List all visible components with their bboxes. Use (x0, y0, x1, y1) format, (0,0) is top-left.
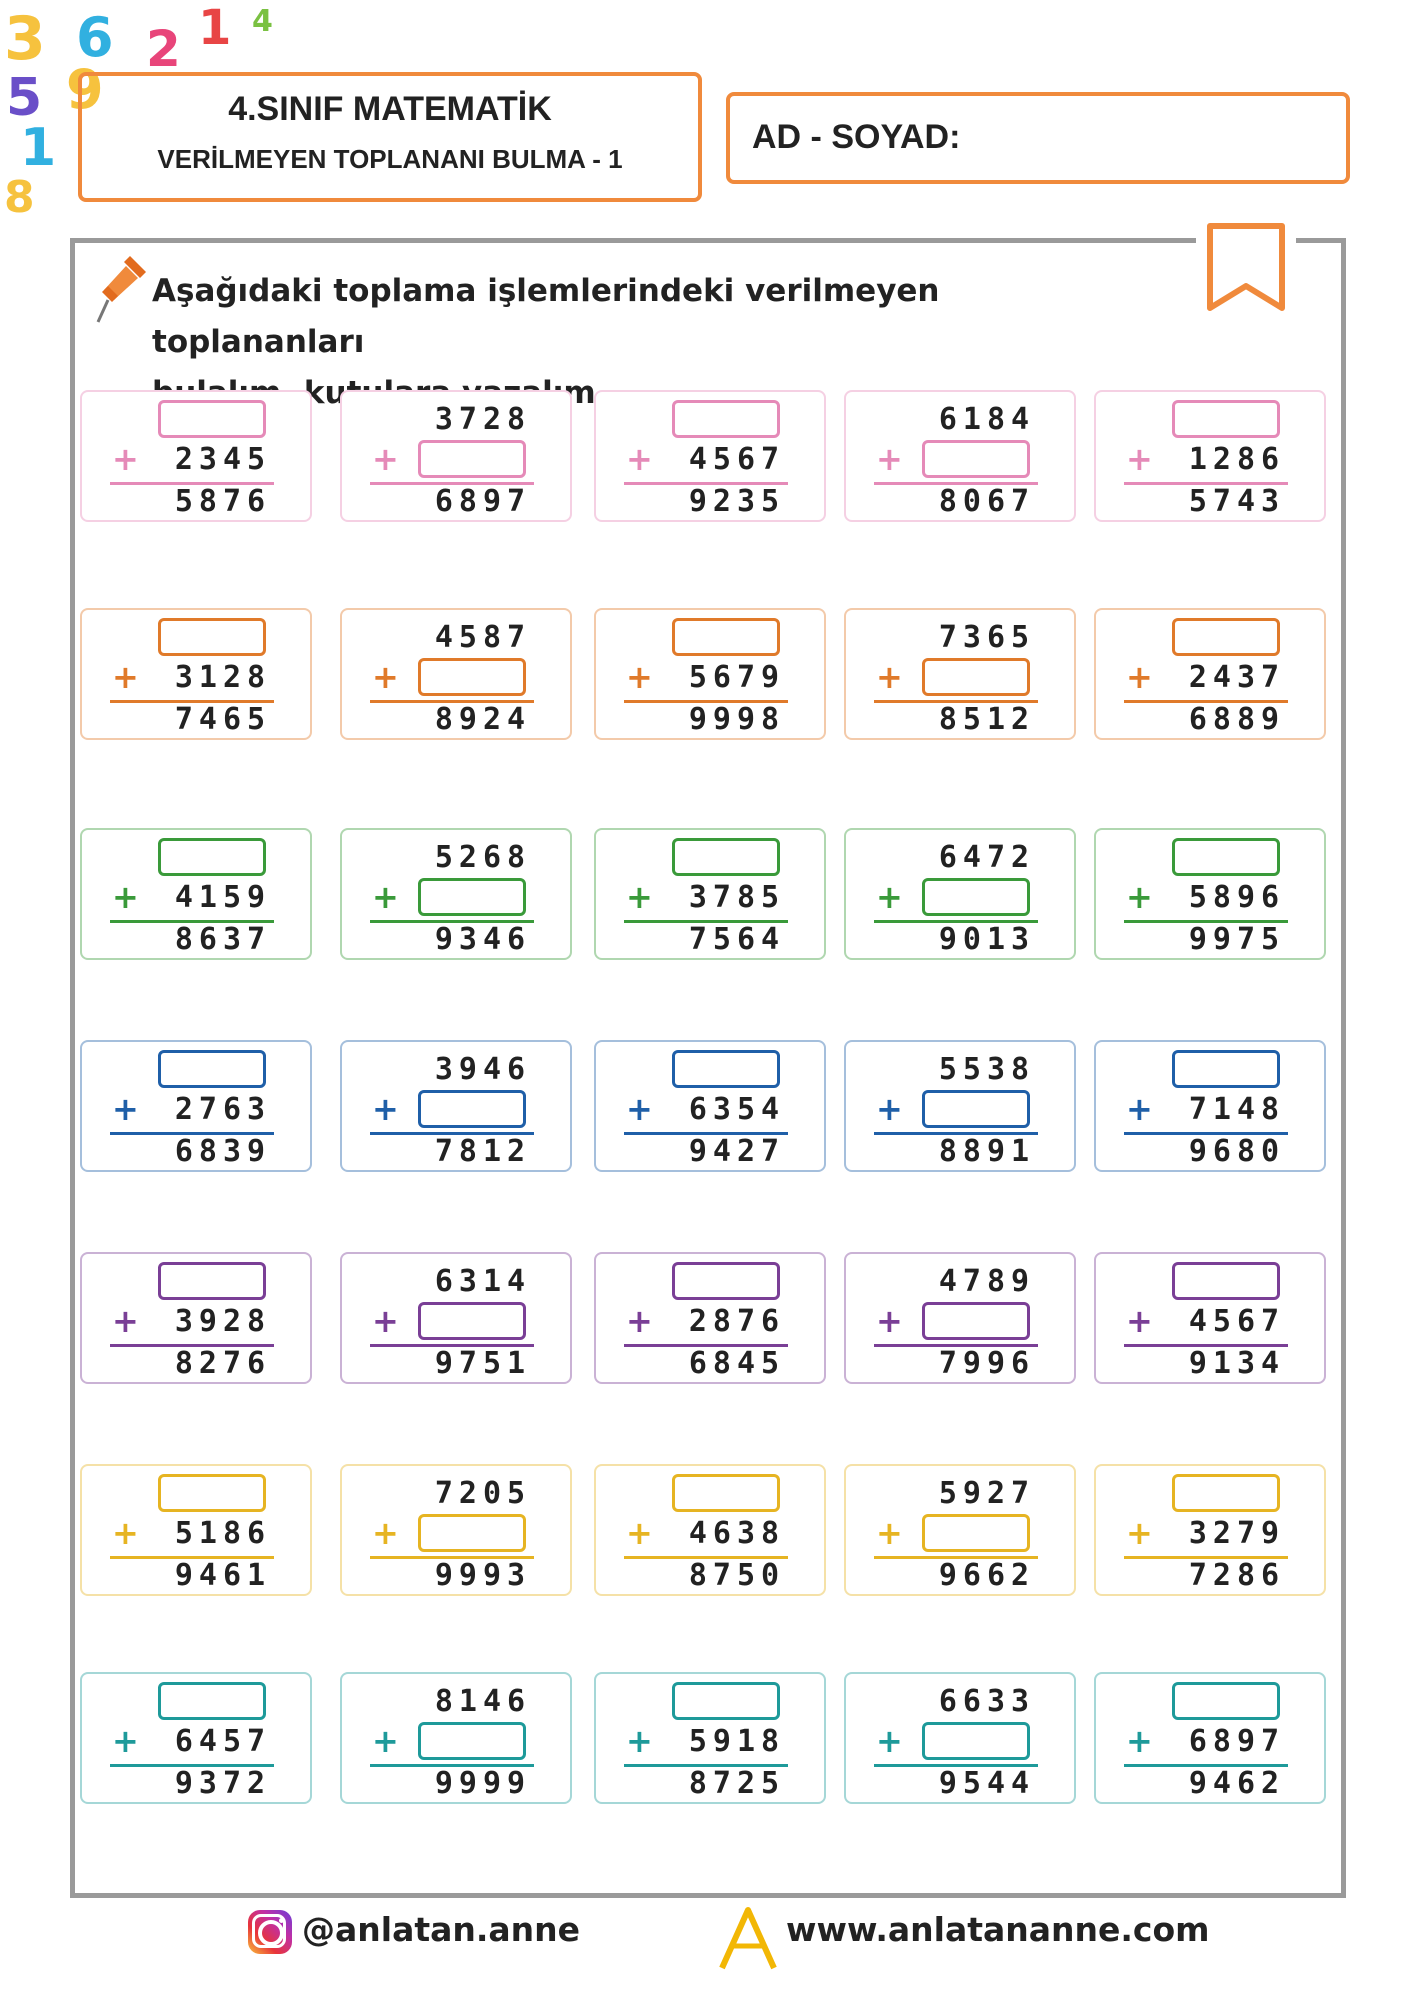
answer-box[interactable] (672, 838, 780, 876)
plus-sign: + (112, 658, 139, 696)
addend-middle: 3928 (174, 1304, 272, 1339)
sum-result: 8750 (688, 1558, 786, 1593)
answer-box[interactable] (672, 1682, 780, 1720)
sum-result: 8512 (938, 702, 1036, 737)
answer-box[interactable] (922, 878, 1030, 916)
plus-sign: + (112, 1722, 139, 1760)
addend-middle: 2876 (688, 1304, 786, 1339)
sum-result: 9751 (434, 1346, 532, 1381)
answer-box[interactable] (418, 1090, 526, 1128)
sum-result: 6897 (434, 484, 532, 519)
sum-result: 9462 (1188, 1766, 1286, 1801)
plus-sign: + (876, 1302, 903, 1340)
addend-middle: 3279 (1188, 1516, 1286, 1551)
plus-sign: + (876, 1514, 903, 1552)
addend-middle: 5896 (1188, 880, 1286, 915)
answer-box[interactable] (1172, 618, 1280, 656)
plus-sign: + (112, 1514, 139, 1552)
answer-box[interactable] (158, 1262, 266, 1300)
problem-card (594, 1672, 826, 1804)
answer-box[interactable] (418, 1514, 526, 1552)
problem-card (594, 608, 826, 740)
answer-box[interactable] (1172, 1474, 1280, 1512)
plus-sign: + (1126, 440, 1153, 478)
plus-sign: + (372, 440, 399, 478)
problem-card (80, 1040, 312, 1172)
problem-card (80, 1252, 312, 1384)
sum-result: 7564 (688, 922, 786, 957)
answer-box[interactable] (672, 1262, 780, 1300)
problem-card (844, 828, 1076, 960)
sum-result: 9662 (938, 1558, 1036, 1593)
answer-box[interactable] (418, 658, 526, 696)
answer-box[interactable] (922, 1722, 1030, 1760)
plus-sign: + (372, 1302, 399, 1340)
sum-result: 8637 (174, 922, 272, 957)
name-label: AD - SOYAD: (752, 118, 961, 156)
problem-card (80, 608, 312, 740)
sum-result: 9427 (688, 1134, 786, 1169)
sum-result: 9235 (688, 484, 786, 519)
plus-sign: + (1126, 1722, 1153, 1760)
problem-card (80, 1672, 312, 1804)
plus-sign: + (112, 440, 139, 478)
sum-result: 6845 (688, 1346, 786, 1381)
answer-box[interactable] (158, 838, 266, 876)
addend-top: 4587 (434, 620, 532, 655)
plus-sign: + (876, 1722, 903, 1760)
sum-result: 7812 (434, 1134, 532, 1169)
sum-result: 5876 (174, 484, 272, 519)
problem-card (1094, 1040, 1326, 1172)
problem-card (340, 1672, 572, 1804)
addend-middle: 5918 (688, 1724, 786, 1759)
plus-sign: + (626, 1090, 653, 1128)
plus-sign: + (372, 1514, 399, 1552)
problem-card (80, 1464, 312, 1596)
answer-box[interactable] (418, 1302, 526, 1340)
answer-box[interactable] (672, 1474, 780, 1512)
addend-top: 7365 (938, 620, 1036, 655)
addend-top: 5927 (938, 1476, 1036, 1511)
plus-sign: + (626, 658, 653, 696)
problem-card (80, 390, 312, 522)
addend-middle: 7148 (1188, 1092, 1286, 1127)
plus-sign: + (372, 658, 399, 696)
answer-box[interactable] (922, 1090, 1030, 1128)
answer-box[interactable] (922, 1302, 1030, 1340)
addend-top: 4789 (938, 1264, 1036, 1299)
addend-top: 7205 (434, 1476, 532, 1511)
problem-card (594, 828, 826, 960)
answer-box[interactable] (158, 1474, 266, 1512)
sum-result: 9680 (1188, 1134, 1286, 1169)
problem-card (340, 828, 572, 960)
answer-box[interactable] (1172, 838, 1280, 876)
sum-result: 9998 (688, 702, 786, 737)
addend-middle: 4159 (174, 880, 272, 915)
name-field[interactable] (726, 92, 1350, 184)
sum-result: 7996 (938, 1346, 1036, 1381)
addend-middle: 6354 (688, 1092, 786, 1127)
page-title: 4.SINIF MATEMATİK (228, 90, 552, 128)
plus-sign: + (626, 1722, 653, 1760)
addend-top: 5268 (434, 840, 532, 875)
answer-box[interactable] (1172, 1682, 1280, 1720)
push-pin-icon (94, 252, 150, 328)
answer-box[interactable] (1172, 1050, 1280, 1088)
sum-result: 5743 (1188, 484, 1286, 519)
problem-card (340, 608, 572, 740)
plus-sign: + (876, 1090, 903, 1128)
sum-result: 6839 (174, 1134, 272, 1169)
answer-box[interactable] (1172, 400, 1280, 438)
problem-card (80, 828, 312, 960)
problem-card (594, 1252, 826, 1384)
problem-card (340, 1464, 572, 1596)
answer-box[interactable] (418, 440, 526, 478)
sum-result: 9544 (938, 1766, 1036, 1801)
addend-middle: 4567 (688, 442, 786, 477)
plus-sign: + (1126, 1090, 1153, 1128)
addend-top: 6633 (938, 1684, 1036, 1719)
sum-result: 9999 (434, 1766, 532, 1801)
sum-result: 9134 (1188, 1346, 1286, 1381)
plus-sign: + (372, 878, 399, 916)
addend-middle: 4567 (1188, 1304, 1286, 1339)
addend-middle: 6897 (1188, 1724, 1286, 1759)
answer-box[interactable] (418, 1722, 526, 1760)
addend-top: 3946 (434, 1052, 532, 1087)
plus-sign: + (372, 1090, 399, 1128)
problem-card (844, 390, 1076, 522)
plus-sign: + (112, 878, 139, 916)
answer-box[interactable] (672, 1050, 780, 1088)
plus-sign: + (112, 1302, 139, 1340)
plus-sign: + (1126, 1514, 1153, 1552)
addend-middle: 3785 (688, 880, 786, 915)
answer-box[interactable] (418, 878, 526, 916)
sum-result: 8276 (174, 1346, 272, 1381)
problem-card (1094, 1464, 1326, 1596)
sum-result: 9372 (174, 1766, 272, 1801)
addend-middle: 1286 (1188, 442, 1286, 477)
answer-box[interactable] (1172, 1262, 1280, 1300)
problem-card (1094, 390, 1326, 522)
answer-box[interactable] (158, 400, 266, 438)
addend-middle: 5186 (174, 1516, 272, 1551)
addend-top: 6314 (434, 1264, 532, 1299)
problem-card (844, 1464, 1076, 1596)
instruction-line-1: Aşağıdaki toplama işlemlerindeki verilmeyen toplananları (152, 273, 940, 360)
addend-top: 8146 (434, 1684, 532, 1719)
addend-middle: 5679 (688, 660, 786, 695)
answer-box[interactable] (922, 658, 1030, 696)
problem-card (594, 1040, 826, 1172)
bookmark-icon (1196, 220, 1296, 320)
answer-box[interactable] (158, 1050, 266, 1088)
problem-card (594, 1464, 826, 1596)
plus-sign: + (626, 878, 653, 916)
plus-sign: + (112, 1090, 139, 1128)
sum-result: 8725 (688, 1766, 786, 1801)
instagram-handle[interactable]: @anlatan.anne (302, 1910, 581, 1949)
sum-result: 9013 (938, 922, 1036, 957)
problem-card (844, 1040, 1076, 1172)
plus-sign: + (1126, 878, 1153, 916)
plus-sign: + (876, 440, 903, 478)
problem-card (1094, 828, 1326, 960)
sum-result: 7286 (1188, 1558, 1286, 1593)
sum-result: 9461 (174, 1558, 272, 1593)
sum-result: 8891 (938, 1134, 1036, 1169)
addend-middle: 3128 (174, 660, 272, 695)
plus-sign: + (372, 1722, 399, 1760)
problem-card (844, 608, 1076, 740)
answer-box[interactable] (158, 1682, 266, 1720)
addend-middle: 2763 (174, 1092, 272, 1127)
answer-box[interactable] (922, 440, 1030, 478)
addend-top: 6184 (938, 402, 1036, 437)
addend-middle: 4638 (688, 1516, 786, 1551)
plus-sign: + (876, 658, 903, 696)
page-subtitle: VERİLMEYEN TOPLANANI BULMA - 1 (157, 144, 623, 174)
sum-result: 9993 (434, 1558, 532, 1593)
problem-card (1094, 1252, 1326, 1384)
addend-middle: 2345 (174, 442, 272, 477)
sum-result: 7465 (174, 702, 272, 737)
problem-card (340, 1252, 572, 1384)
problem-card (844, 1252, 1076, 1384)
answer-box[interactable] (672, 618, 780, 656)
problem-card (1094, 1672, 1326, 1804)
addend-middle: 6457 (174, 1724, 272, 1759)
sum-result: 6889 (1188, 702, 1286, 737)
problem-card (340, 390, 572, 522)
sum-result: 8067 (938, 484, 1036, 519)
letter-a-logo-icon (718, 1906, 778, 1974)
addend-middle: 2437 (1188, 660, 1286, 695)
plus-sign: + (1126, 1302, 1153, 1340)
plus-sign: + (876, 878, 903, 916)
plus-sign: + (626, 1514, 653, 1552)
website-link[interactable]: www.anlatananne.com (786, 1910, 1210, 1949)
problem-card (1094, 608, 1326, 740)
addend-top: 5538 (938, 1052, 1036, 1087)
problem-card (340, 1040, 572, 1172)
instagram-icon (248, 1910, 292, 1954)
plus-sign: + (626, 1302, 653, 1340)
answer-box[interactable] (158, 618, 266, 656)
sum-result: 9346 (434, 922, 532, 957)
sum-result: 8924 (434, 702, 532, 737)
addend-top: 6472 (938, 840, 1036, 875)
answer-box[interactable] (672, 400, 780, 438)
problem-card (844, 1672, 1076, 1804)
problem-card (594, 390, 826, 522)
plus-sign: + (626, 440, 653, 478)
sum-result: 9975 (1188, 922, 1286, 957)
addend-top: 3728 (434, 402, 532, 437)
title-box (78, 72, 702, 202)
plus-sign: + (1126, 658, 1153, 696)
answer-box[interactable] (922, 1514, 1030, 1552)
